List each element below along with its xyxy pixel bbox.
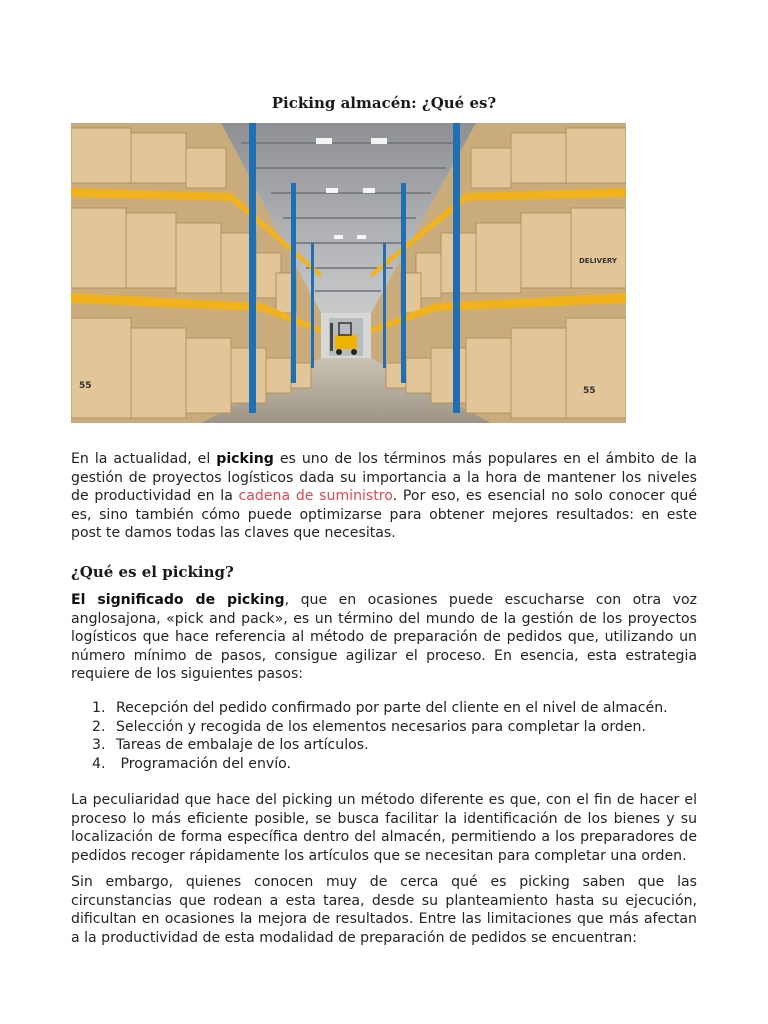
list-item <box>71 718 668 737</box>
intro-paragraph <box>71 450 697 543</box>
limitations-paragraph: Sin embargo, quienes conocen muy de cerca qué es picking saben que las circunstancias que rodean a esta tarea, desde su planteamiento hasta su ejecución, dificultan en ocasiones la mejora de resultados. Entre las limitaciones que más afectan a la productividad de esta modalidad de preparación de pedidos se encuentran: <box>71 874 697 946</box>
warehouse-image <box>71 123 626 423</box>
list-item-number: 4. <box>92 755 106 772</box>
box-label-55-right: 55 <box>583 386 596 396</box>
definition-text: , que en ocasiones puede escucharse con otra voz anglosajona, «pick and pack», es un término del mundo de la gestión de los proyectos logísticos que hace referencia al método de preparación de pedidos que, utilizando un número mínimo de pasos, consigue agilizar el proceso. En esencia, esta estrategia requiere de los siguientes pasos: <box>71 592 697 682</box>
list-item-text: Recepción del pedido confirmado por parte del cliente en el nivel de almacén. <box>116 700 668 716</box>
section-heading: ¿Qué es el picking? <box>71 563 234 581</box>
warehouse-illustration <box>71 123 626 423</box>
list-item-number: 2. <box>92 718 106 735</box>
steps-list <box>71 699 668 773</box>
page-title: Picking almacén: ¿Qué es? <box>271 94 497 112</box>
list-item-text: Selección y recogida de los elementos necesarios para completar la orden. <box>116 718 646 735</box>
list-item-number: 3. <box>92 737 106 753</box>
list-item-text: Programación del envío. <box>116 755 292 772</box>
list-item <box>71 736 668 755</box>
list-item-number: 1. <box>92 700 106 716</box>
intro-bold-picking: picking <box>216 451 274 467</box>
list-item <box>71 755 668 774</box>
intro-text-2: es uno de los términos más populares en el ámbito de la gestión de proyectos logísticos dada su importancia a la hora de mantener los niveles de productividad en la <box>71 451 697 504</box>
list-item <box>71 699 668 718</box>
intro-text-3: . Por eso, es esencial no solo conocer qué es, sino también cómo puede optimizarse para obtener mejores resultados: en este post te damos todas las claves que necesitas. <box>71 488 697 541</box>
intro-text-1: En la actualidad, el <box>71 451 217 467</box>
list-item-text: Tareas de embalaje de los artículos. <box>116 737 369 753</box>
box-label-delivery: DELIVERY <box>579 257 617 265</box>
peculiarity-paragraph: La peculiaridad que hace del picking un método diferente es que, con el fin de hacer el proceso lo más eficiente posible, se busca facilitar la identificación de los bienes y su localización de forma específica dentro del almacén, permitiendo a los preparadores de pedidos recoger rápidamente los artículos que se necesitan para completar una orden. <box>71 792 697 864</box>
supply-chain-link[interactable]: cadena de suministro <box>238 488 393 504</box>
definition-bold: El significado de picking <box>71 592 285 608</box>
box-label-55-left: 55 <box>79 381 92 391</box>
definition-paragraph <box>71 591 697 684</box>
